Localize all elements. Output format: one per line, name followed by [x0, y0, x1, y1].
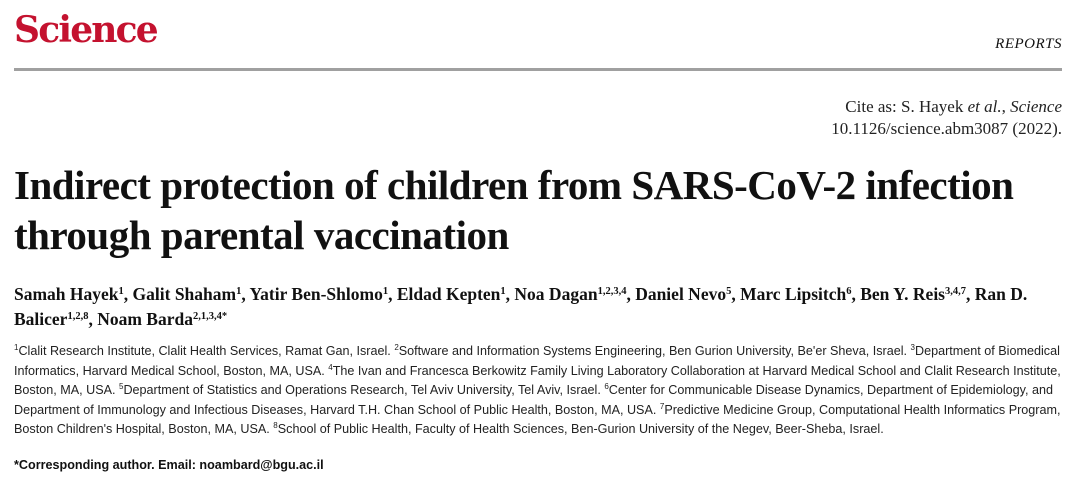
- affiliation-number: 8: [273, 421, 278, 430]
- citation-prefix: Cite as: S. Hayek: [845, 97, 968, 116]
- author-affiliation-marker: 3,4,7: [945, 286, 966, 297]
- citation-block: [831, 96, 1062, 140]
- author-affiliation-marker: 1,2,8: [67, 311, 89, 322]
- affiliation-text: Department of Statistics and Operations Research, Tel Aviv University, Tel Aviv, Israel.: [123, 383, 605, 397]
- author-name: Yatir Ben-Shlomo: [249, 284, 383, 304]
- author-affiliation-marker: 5: [726, 286, 732, 297]
- author-separator: ,: [388, 284, 397, 304]
- author-affiliation-marker: 1: [382, 286, 389, 297]
- affiliation-number: 7: [659, 401, 665, 411]
- affiliation-text: Software and Information Systems Engineering, Ben Gurion University, Be'er Sheva, Israel.: [398, 344, 911, 358]
- affiliation-text: School of Public Health, Faculty of Health Sciences, Ben-Gurion University of the Negev, Beer-Sheba, Israel.: [277, 422, 884, 436]
- affiliation-text: Center for Communicable Disease Dynamics, Department of Epidemiology, and Department of Immunology and Infectious Diseases, Harvard T.H. Chan School of Public Health, Boston, MA, USA.: [14, 383, 1054, 417]
- author-separator: ,: [731, 284, 741, 304]
- author-separator: ,: [851, 284, 861, 304]
- author-affiliation-marker: 1: [500, 286, 506, 297]
- affiliation-text: Clalit Research Institute, Clalit Health Services, Ramat Gan, Israel.: [18, 344, 395, 358]
- affiliation-number: 6: [604, 382, 609, 391]
- author-name: Noam Barda: [97, 309, 193, 329]
- author-name: Samah Hayek: [14, 284, 119, 304]
- affiliation-number: 2: [394, 343, 399, 352]
- author-name: Daniel Nevo: [635, 284, 727, 304]
- affiliation-number: 1: [14, 343, 19, 352]
- header-divider: [14, 68, 1062, 71]
- affiliation-text: The Ivan and Francesca Berkowitz Family Living Laboratory Collaboration at Harvard Medical School and Clalit Research Institute, Boston, MA, USA.: [14, 363, 1061, 397]
- author-separator: ,: [241, 284, 250, 304]
- author-name: Noa Dagan: [514, 284, 598, 304]
- journal-logo: Science: [14, 9, 157, 51]
- author-name: Marc Lipsitch: [740, 284, 847, 304]
- author-list: [14, 282, 1064, 332]
- section-label: REPORTS: [995, 36, 1062, 52]
- author-name: Galit Shaham: [132, 284, 237, 304]
- author-separator: ,: [123, 284, 133, 304]
- affiliation-text: Department of Biomedical Informatics, Harvard Medical School, Boston, MA, USA.: [14, 344, 1060, 378]
- author-affiliation-marker: 1,2,3,4: [597, 286, 627, 297]
- citation-line: [831, 96, 1062, 118]
- affiliation-number: 4: [328, 362, 333, 372]
- citation-separator: ,: [1001, 97, 1011, 116]
- author-separator: ,: [966, 284, 975, 304]
- author-name: Ben Y. Reis: [860, 284, 945, 304]
- author-affiliation-marker: 6: [846, 286, 852, 297]
- article-title: [14, 160, 1064, 260]
- citation-doi: 10.1126/science.abm3087 (2022).: [831, 119, 1062, 138]
- affiliation-number: 5: [119, 382, 124, 391]
- author-affiliation-marker: 2,1,3,4*: [192, 311, 228, 322]
- citation-etal: et al.: [967, 97, 1002, 116]
- corresponding-author: *Corresponding author. Email: noambard@bgu.ac.il: [14, 458, 324, 472]
- article-title-line-2: through parental vaccination: [14, 212, 509, 258]
- author-separator: ,: [88, 309, 98, 329]
- affiliation-text: Predictive Medicine Group, Computational Health Informatics Program, Boston Children's Hospital, Boston, MA, USA.: [14, 402, 1061, 436]
- affiliations: [14, 342, 1066, 440]
- author-name: Ran D. Balicer: [14, 284, 1028, 329]
- citation-journal: Science: [1010, 97, 1062, 116]
- affiliation-number: 3: [910, 343, 915, 352]
- author-affiliation-marker: 1: [236, 286, 242, 297]
- author-name: Eldad Kepten: [396, 284, 501, 304]
- author-separator: ,: [626, 284, 636, 304]
- author-separator: ,: [505, 284, 515, 304]
- author-affiliation-marker: 1: [118, 286, 124, 297]
- article-title-line-1: Indirect protection of children from SARS-CoV-2 infection: [14, 162, 1014, 208]
